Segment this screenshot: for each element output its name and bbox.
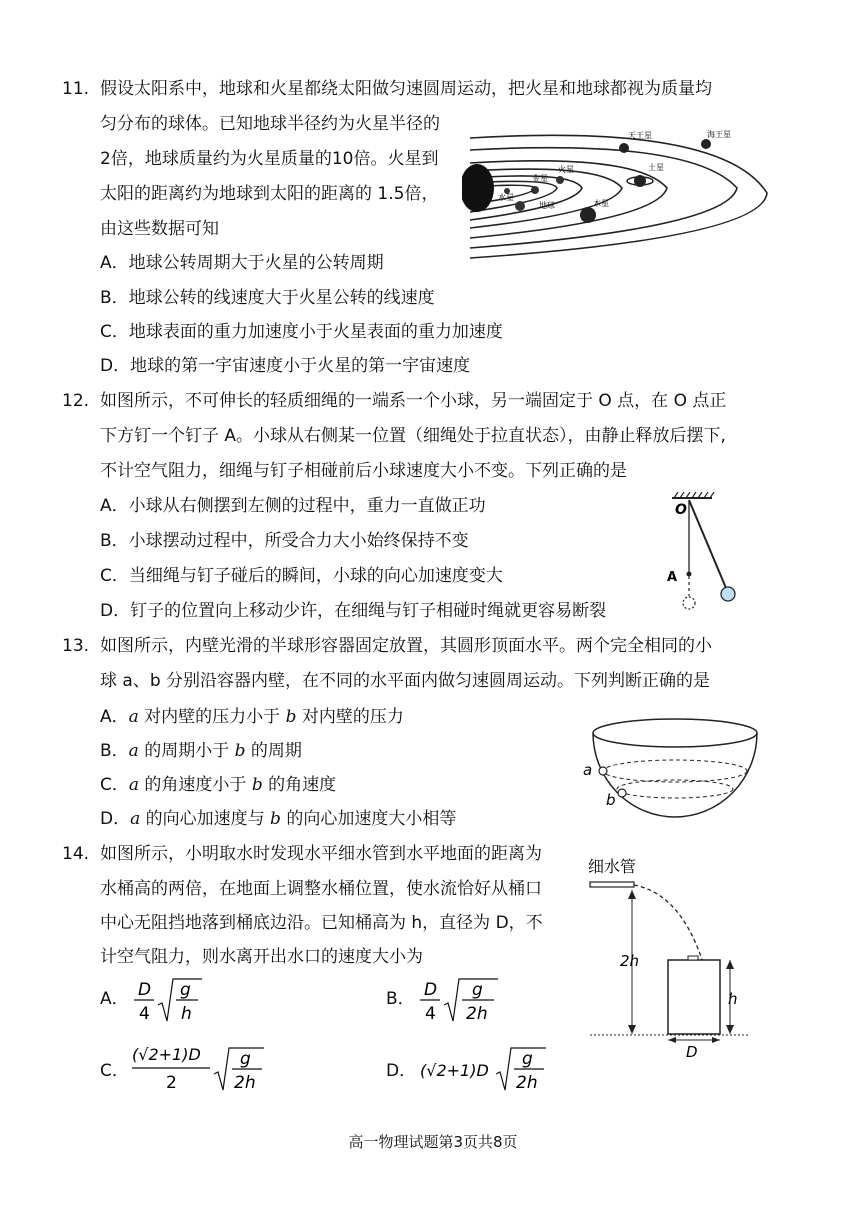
label-jupiter: 木星 [593, 199, 609, 208]
q14-option-d [386, 1040, 556, 1096]
q14-option-a-label: A． [100, 989, 129, 1009]
q11-option-c: C．地球表面的重力加速度小于火星表面的重力加速度 [100, 322, 503, 342]
page-footer: 高一物理试题第3页共8页 [348, 1133, 518, 1151]
d-rad-den: 2h [516, 1073, 538, 1093]
a-frac-num: D [138, 980, 152, 1000]
q13-line-2: 球 a、b 分别沿容器内壁，在不同的水平面内做匀速圆周运动。下列判断正确的是 [100, 671, 711, 691]
solar-system-figure [462, 108, 777, 268]
label-mars: 火星 [558, 165, 574, 174]
b-rad-den: 2h [466, 1004, 488, 1024]
label-d: D [686, 1043, 698, 1061]
q13-number: 13. [62, 636, 90, 656]
label-2h: 2h [620, 952, 640, 970]
label-b-ball: b [606, 791, 616, 809]
q14-option-c-label: C． [100, 1061, 129, 1081]
c-frac-den: 2 [166, 1073, 177, 1093]
label-pipe: 细水管 [588, 857, 637, 876]
b-rad-num: g [472, 980, 483, 1000]
q11-option-a: A．地球公转周期大于火星的公转周期 [100, 253, 384, 273]
q12-option-b: B．小球摆动过程中，所受合力大小始终保持不变 [100, 531, 469, 551]
q14-number: 14. [62, 844, 90, 864]
d-prefix: (√2+1)D [420, 1061, 489, 1080]
q14-option-a [100, 975, 220, 1027]
c-rad-den: 2h [234, 1073, 256, 1093]
q12-line-3: 不计空气阻力，细绳与钉子相碰前后小球速度大小不变。下列正确的是 [100, 461, 627, 481]
q13-option-c: C．a 的角速度小于 b 的角速度 [100, 775, 337, 795]
hemisphere-bowl-figure [580, 715, 760, 823]
c-rad-num: g [240, 1049, 251, 1069]
q12-option-a: A．小球从右侧摆到左侧的过程中，重力一直做正功 [100, 496, 486, 516]
q13-option-a: A．a 对内壁的压力小于 b 对内壁的压力 [100, 707, 404, 727]
label-neptune: 海王星 [707, 130, 731, 139]
q14-option-b [386, 975, 516, 1027]
q11-line-5: 由这些数据可知 [100, 219, 219, 239]
q11-number: 11. [62, 79, 90, 99]
q11-line-4: 太阳的距离约为地球到太阳的距离的 1.5倍， [100, 184, 439, 204]
a-frac-den: 4 [139, 1004, 150, 1024]
q11-option-d: D．地球的第一宇宙速度小于火星的第一宇宙速度 [100, 356, 471, 376]
q11-option-b: B．地球公转的线速度大于火星公转的线速度 [100, 288, 435, 308]
q14-line-4: 计空气阻力，则水离开出水口的速度大小为 [100, 947, 423, 967]
q14-option-c [100, 1040, 270, 1096]
label-earth: 地球 [539, 201, 555, 210]
label-mercury: 水星 [498, 193, 514, 202]
label-venus: 金星 [532, 174, 548, 183]
q14-line-2: 水桶高的两倍，在地面上调整水桶位置，使水流恰好从桶口 [100, 879, 542, 899]
q12-line-1: 如图所示，不可伸长的轻质细绳的一端系一个小球，另一端固定于 O 点，在 O 点正 [100, 391, 727, 411]
b-frac-num: D [424, 980, 438, 1000]
c-frac-num: (√2+1)D [132, 1045, 201, 1064]
q12-option-d: D．钉子的位置向上移动少许，在细绳与钉子相碰时绳就更容易断裂 [100, 601, 607, 621]
q12-line-2: 下方钉一个钉子 A。小球从右侧某一位置（细绳处于拉直状态），由静止释放后摆下, [100, 426, 726, 446]
q14-line-3: 中心无阻挡地落到桶底边沿。已知桶高为 h，直径为 D，不 [100, 913, 543, 933]
q13-option-d: D．a 的向心加速度与 b 的向心加速度大小相等 [100, 809, 457, 829]
q13-option-b: B．a 的周期小于 b 的周期 [100, 741, 302, 761]
label-a: A [667, 570, 678, 585]
d-rad-num: g [522, 1049, 533, 1069]
label-saturn: 土星 [648, 163, 664, 172]
q12-number: 12. [62, 391, 90, 411]
label-h: h [728, 990, 738, 1008]
a-rad-num: g [180, 980, 191, 1000]
q14-line-1: 如图所示，小明取水时发现水平细水管到水平地面的距离为 [100, 844, 542, 864]
q11-line-3: 2倍，地球质量约为火星质量的10倍。火星到 [100, 149, 439, 169]
a-rad-den: h [181, 1004, 192, 1024]
label-uranus: 天王星 [628, 131, 652, 140]
water-pipe-bucket-figure [580, 852, 770, 1062]
pendulum-figure [662, 492, 746, 612]
q11-line-2: 匀分布的球体。已知地球半径约为火星半径的 [100, 114, 440, 134]
b-frac-den: 4 [425, 1004, 436, 1024]
q13-line-1: 如图所示，内壁光滑的半球形容器固定放置，其圆形顶面水平。两个完全相同的小 [100, 636, 712, 656]
label-o: O [675, 502, 687, 518]
label-a-ball: a [583, 761, 593, 779]
q14-option-b-label: B． [386, 989, 415, 1009]
q11-line-1: 假设太阳系中，地球和火星都绕太阳做匀速圆周运动，把火星和地球都视为质量均 [100, 79, 712, 99]
q12-option-c: C．当细绳与钉子碰后的瞬间，小球的向心加速度变大 [100, 566, 503, 586]
q14-option-d-label: D． [386, 1061, 417, 1081]
